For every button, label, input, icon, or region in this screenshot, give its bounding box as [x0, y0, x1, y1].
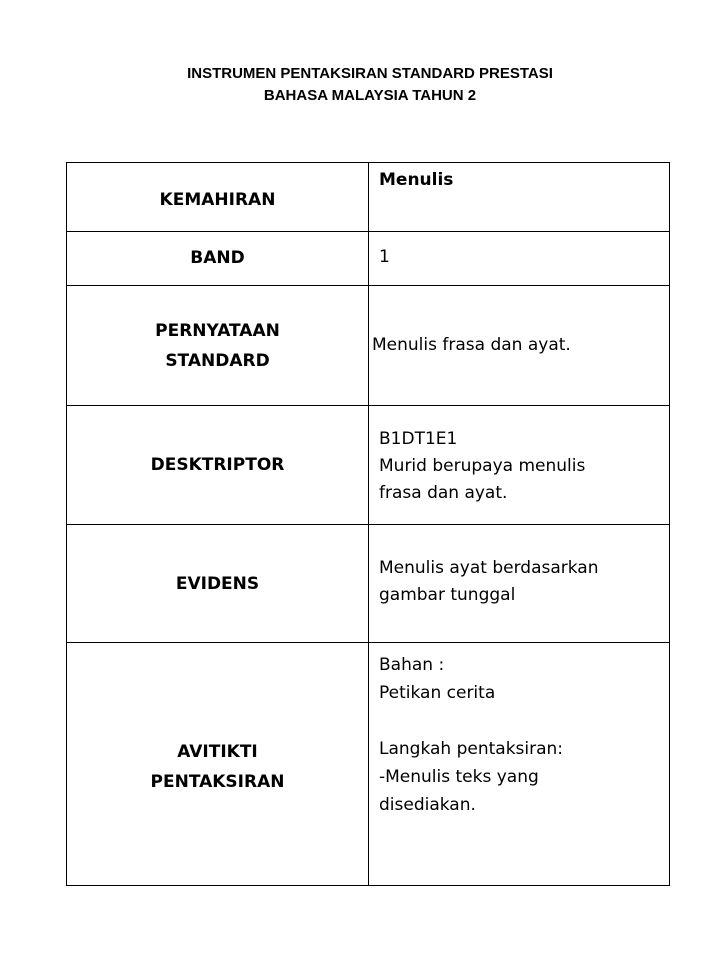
- kemahiran-value: Menulis: [379, 170, 454, 190]
- row-band: [67, 232, 670, 286]
- value-cell: [369, 286, 670, 406]
- label-cell: [67, 406, 369, 525]
- label-cell: [67, 232, 369, 286]
- row-evidens: [67, 525, 670, 643]
- label-cell: [67, 286, 369, 406]
- aktiviti-value: Bahan : Petikan cerita Langkah pentaksiran: -Menulis teks yang disediakan.: [379, 655, 564, 815]
- document-title: INSTRUMEN PENTAKSIRAN STANDARD PRESTASI: [187, 65, 553, 82]
- deskriptor-value: B1DT1E1 Murid berupaya menulis frasa dan ayat.: [379, 429, 586, 503]
- value-cell: [369, 406, 670, 525]
- row-deskriptor: [67, 406, 670, 525]
- value-cell: [369, 525, 670, 643]
- value-cell: [369, 232, 670, 286]
- row-kemahiran: [67, 163, 670, 232]
- band-value: 1: [379, 247, 390, 267]
- document-subtitle: BAHASA MALAYSIA TAHUN 2: [263, 87, 477, 104]
- evidens-value: Menulis ayat berdasarkan gambar tunggal: [379, 558, 599, 605]
- label-cell: [67, 163, 369, 232]
- row-aktiviti: [67, 643, 670, 886]
- pernyataan-value: Menulis frasa dan ayat.: [372, 335, 571, 355]
- value-cell: [369, 163, 670, 232]
- value-cell: [369, 643, 670, 886]
- band-label: BAND: [190, 248, 245, 268]
- evidens-label: EVIDENS: [175, 574, 260, 594]
- assessment-table: [66, 162, 670, 886]
- pernyataan-label: PERNYATAAN STANDARD: [155, 321, 280, 371]
- kemahiran-label: KEMAHIRAN: [159, 190, 276, 210]
- label-cell: [67, 643, 369, 886]
- label-cell: [67, 525, 369, 643]
- row-pernyataan: [67, 286, 670, 406]
- aktiviti-label: AVITIKTI PENTAKSIRAN: [150, 742, 285, 792]
- deskriptor-label: DESKTRIPTOR: [150, 455, 285, 475]
